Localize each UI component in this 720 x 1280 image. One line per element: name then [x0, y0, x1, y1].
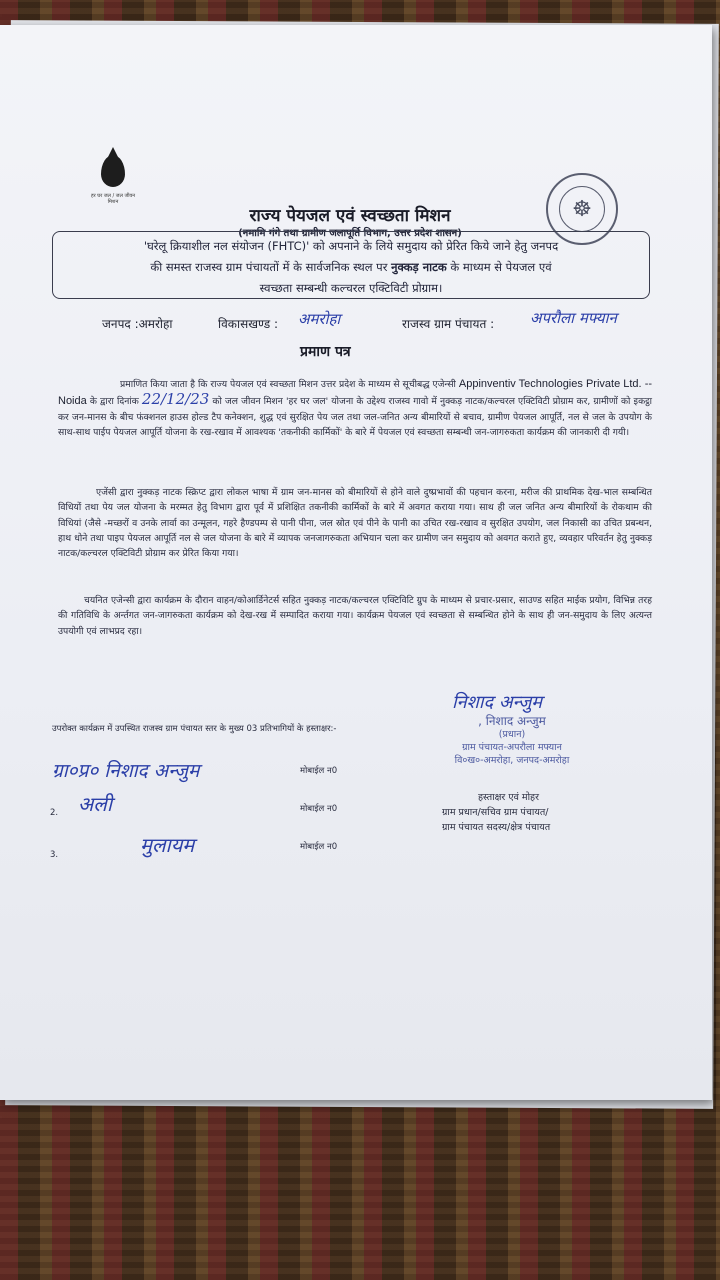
- participant-number-2: 2.: [50, 808, 59, 818]
- participant-number-3: 3.: [50, 850, 59, 860]
- paragraph-3: चयनित एजेन्सी द्वारा कार्यक्रम के दौरान वाहन/कोआर्डिनेटर्स सहित नुक्कड़ नाटक/कल्चरल एक्टिविटि ग्रुप के माध्यम से प्रचार-प्रसार, साउण्ड सहित माईक प्रयोग, विभिन्न तरह की गतिविधि के अर्न्तगत जन-जागरुकता कार्यक्रम को देख-रख में सम्पादित कराया गया। कार्यक्रम पेयजल एवं स्वच्छता से सम्बन्धित होने के साथ ही जन-समुदाय के लिए अत्यन्त उपयोगी एवं लाभप्रद रहा।: [58, 595, 652, 637]
- block-value: अमरोहा: [298, 310, 341, 328]
- program-date: 22/12/23: [141, 390, 210, 409]
- paragraph-1: प्रमाणित किया जाता है कि राज्य पेयजल एवं स्वच्छता मिशन उत्तर प्रदेश के माध्यम से सूचीबद्ध एजेन्सी Appinventiv Technologies Private Ltd. -- Noida के द्वारा दिनांक 22/12/23 को जल जीवन मिशन 'हर घर जल' योजना के उद्देश्य राजस्व गावो में नुक्कड़ नाटक/कल्चरल एक्टिविटी प्रोग्राम कर, ग्रामीणों को इकट्ठा कर जन-मानस के बीच फंक्शनल हाउस होल्ड टैप कनेक्शन, शुद्ध एवं सुरक्षित पेय जल तथा जल-जनित अन्य बीमारियों से बचाव, ग्रामीण पेयजल आपूर्ति, नल से जल के उपयोग के साथ-साथ पाईप पेयजल आपूर्ति योजना के रख-रखाव में आवश्यक 'तकनीकी कार्मिकों' के बारे में पेयजल एवं स्वच्छता सम्बन्धी जन-जागरुकता कार्यक्रम की जानकारी दी गयी।: [58, 378, 653, 438]
- banner-line-3: स्वच्छता सम्बन्धी कल्चरल एक्टिविटी प्रोग्राम।: [259, 281, 443, 295]
- signature-caption: हस्ताक्षर एवं मोहर: [478, 792, 539, 803]
- logo-caption: हर घर जल / जल जीवन मिशन: [90, 193, 136, 205]
- paragraph-2: एजेंसी द्वारा नुक्कड़ नाटक स्क्रिप्ट द्वारा लोकल भाषा में ग्राम जन-मानस को बीमारियों से होने वाले दुष्प्रभावों की पहचान करना, मरीज की प्राथमिक देख-भाल सम्बन्धित विधियों तथा पेय जल योजना के मरम्मत हेतु विभाग द्वारा पूर्व में प्रशिक्षित तकनीकी कार्मिकों के बारे में अवगत कराया गया। साथ ही जल जनित अन्य बीमारियों के रोकथाम की विधियां (जैसे -मच्छरों व उनके लार्वा का उन्मूलन, गहरे हैण्डपम्प से पानी पीना, जल स्रोत एवं पीने के पानी का उचित रख-रखाव व सुरक्षित उपयोग, जल निकासी का उचित प्रबन्धन, हाथ धोने तथा पाइप पेयजल आपूर्ति नल से जल योजना के बारे में व्यापक जनजागरुकता अभियान चला कर ग्रामीण जन समुदाय को अवगत कराते हुए, व्यवहार परिवर्तन हेतु नुक्कड़ नाटक/कल्चरल एक्टिविटी प्रोग्राम कर प्रेरित किया गया।: [58, 487, 652, 560]
- signatory-role-1: ग्राम प्रधान/सचिव ग्राम पंचायत/: [442, 807, 549, 818]
- participant-row-1: [52, 757, 199, 783]
- mobile-label-1: मोबाईल न0: [300, 766, 338, 776]
- certificate-title: प्रमाण पत्र: [300, 344, 351, 360]
- mission-title: राज्य पेयजल एवं स्वच्छता मिशन: [249, 206, 451, 226]
- mission-subtitle: (नमामि गंगे तथा ग्रामीण जलापूर्ति विभाग, उत्तर प्रदेश शासन): [238, 228, 462, 239]
- participants-heading: उपरोक्त कार्यक्रम में उपस्थित राजस्व ग्राम पंचायत स्तर के मुख्य 03 प्रतिभागियों के हस्ताक्षर:-: [52, 724, 337, 734]
- agency-name: Appinventiv Technologies Private Ltd. -- Noida: [58, 378, 653, 408]
- official-stamp: , निशाद अन्जुम (प्रधान) ग्राम पंचायत-अपरौला मफ्यान वि०ख०-अमरोहा, जनपद-अमरोहा: [454, 714, 570, 766]
- emblem-icon: ☸: [559, 186, 605, 232]
- district-label: जनपद :अमरोहा: [102, 317, 173, 331]
- gram-panchayat-value: अपरौला मफ्यान: [530, 309, 617, 327]
- mobile-label-2: मोबाईल न0: [300, 804, 338, 814]
- gram-panchayat-label: राजस्व ग्राम पंचायत :: [402, 317, 495, 331]
- banner-line-2: की समस्त राजस्व ग्राम पंचायतों में के सार्वजनिक स्थल पर नुक्कड़ नाटक के माध्यम से पेयजल एवं: [150, 260, 552, 274]
- certificate-document: [0, 25, 712, 1100]
- mobile-label-3: मोबाईल न0: [300, 842, 338, 852]
- participant-signature-3: मुलायम: [140, 833, 195, 857]
- pradhan-signature: निशाद अन्जुम: [452, 692, 543, 713]
- program-banner: [52, 231, 650, 299]
- participant-signature-1: ग्रा०प्र० निशाद अन्जुम: [52, 760, 200, 782]
- signatory-role-2: ग्राम पंचायत सदस्य/क्षेत्र पंचायत: [442, 822, 551, 833]
- water-drop-icon: [101, 155, 125, 187]
- block-label: विकासखण्ड :: [218, 317, 279, 331]
- banner-line-1: 'घरेलू क्रियाशील नल संयोजन (FHTC)' को अपनाने के लिये समुदाय को प्रेरित किये जाने हेतु जनपद: [143, 239, 559, 253]
- participant-signature-2: अली: [78, 792, 113, 816]
